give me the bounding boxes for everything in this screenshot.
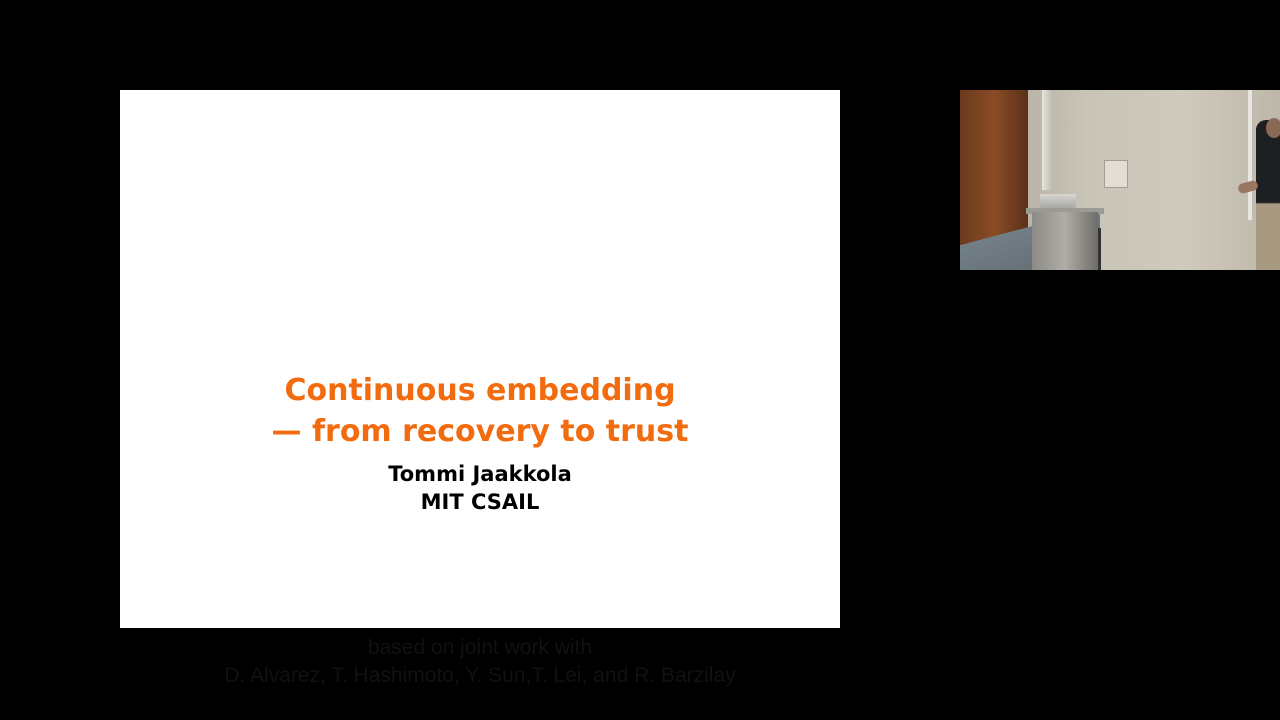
camera-wall-switch (1104, 160, 1128, 188)
credits-intro: based on joint work with (367, 636, 593, 659)
camera-curtain (960, 90, 1028, 245)
slide-title-line-1: Continuous embedding (284, 373, 676, 408)
author-name: Tommi Jaakkola (388, 462, 572, 486)
presentation-slide (120, 90, 840, 687)
camera-podium (1032, 212, 1098, 270)
camera-speaker-head (1266, 118, 1280, 138)
credits-names: D. Alvarez, T. Hashimoto, Y. Sun,T. Lei, and R. Barzilay (224, 664, 736, 687)
author-affiliation: MIT CSAIL (420, 490, 540, 514)
camera-door-frame (1248, 90, 1252, 220)
camera-mic-stand (1098, 228, 1101, 270)
slide-title (120, 370, 840, 452)
collaborators-credits (120, 634, 840, 690)
camera-laptop (1040, 194, 1076, 208)
slide-title-line-2: — from recovery to trust (271, 414, 689, 449)
speaker-camera-feed (960, 90, 1280, 270)
camera-speaker (1256, 120, 1280, 270)
author-block (120, 460, 840, 516)
camera-pillar (1042, 90, 1052, 190)
